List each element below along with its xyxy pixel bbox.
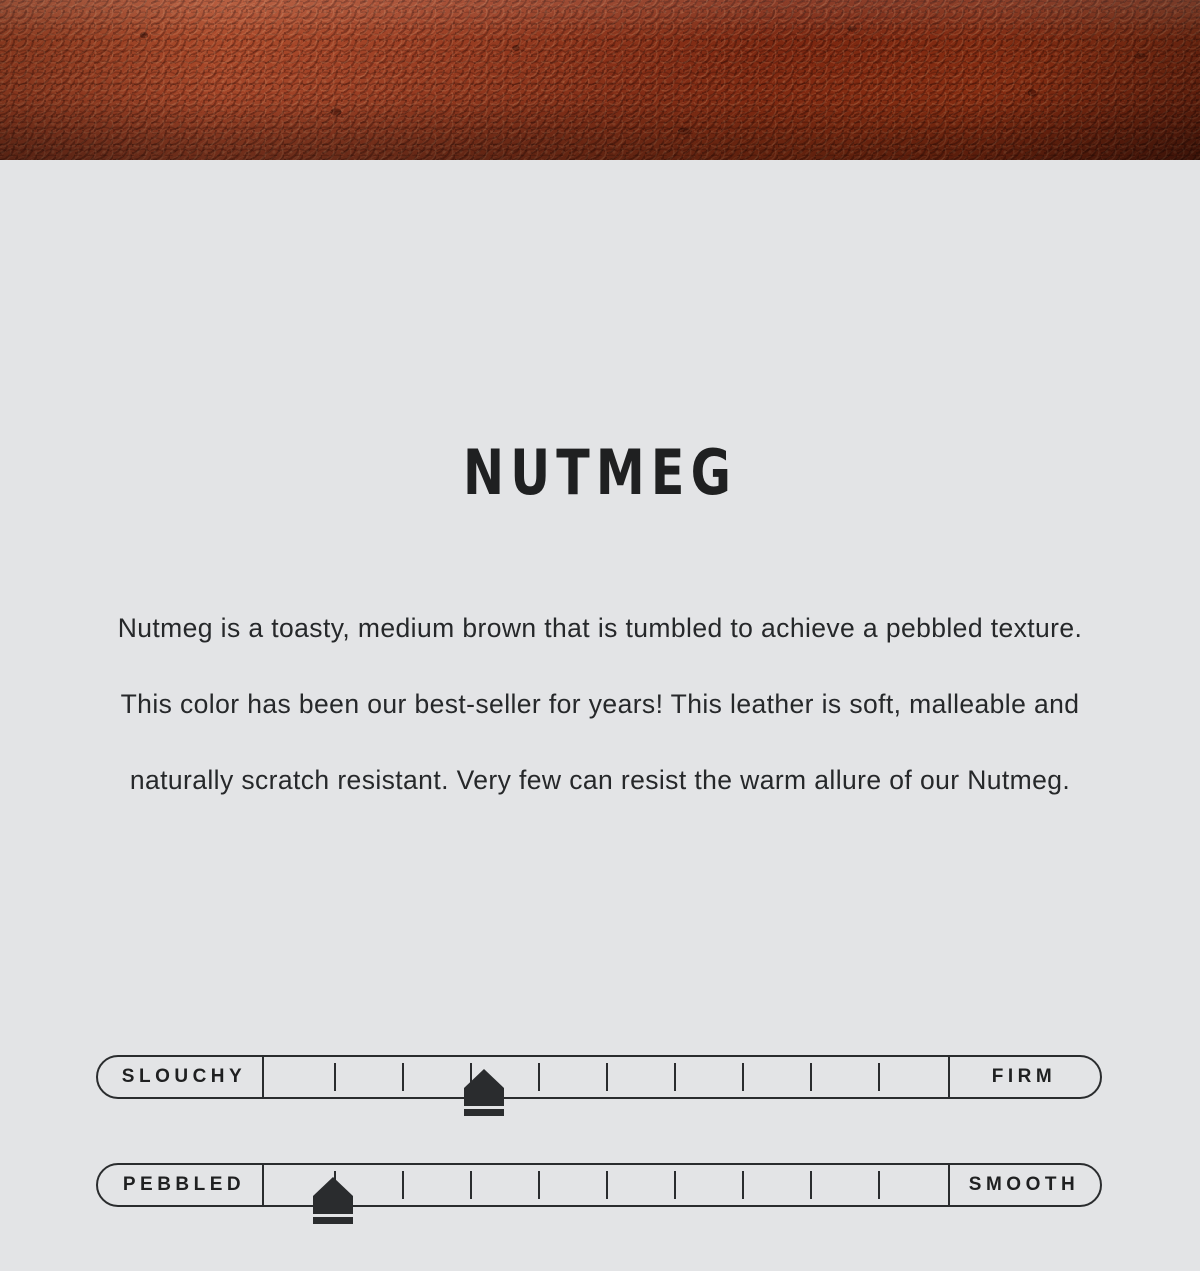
- slider-tick: [606, 1171, 608, 1199]
- slider-tick: [606, 1063, 608, 1091]
- slider-tick: [878, 1063, 880, 1091]
- slider-tick: [334, 1063, 336, 1091]
- slider-tick: [810, 1063, 812, 1091]
- slider-left-label-pebbled: PEBBLED: [96, 1163, 264, 1207]
- slider-tick: [742, 1171, 744, 1199]
- color-description: Nutmeg is a toasty, medium brown that is tumbled to achieve a pebbled texture. This color has been our best-seller for years! This leather is soft, malleable and naturally scratch resistant. Very few can resist the warm allure of our Nutmeg.: [117, 613, 1083, 795]
- slider-pebbled-smooth[interactable]: [96, 1163, 1104, 1209]
- leather-swatch-banner: [0, 0, 1200, 160]
- slider-right-label-smooth: SMOOTH: [948, 1163, 1104, 1207]
- slider-right-label-firm: FIRM: [948, 1055, 1104, 1099]
- slider-left-label-slouchy: SLOUCHY: [96, 1055, 264, 1099]
- attribute-sliders: [0, 1055, 1200, 1271]
- slider-slouchy-firm[interactable]: [96, 1055, 1104, 1101]
- slider-tick: [810, 1171, 812, 1199]
- slider-ticks: [266, 1163, 946, 1207]
- leather-vignette: [0, 0, 1200, 160]
- slider-tick: [470, 1171, 472, 1199]
- slider-tick: [674, 1063, 676, 1091]
- slider-tick: [742, 1063, 744, 1091]
- slider-ticks: [266, 1055, 946, 1099]
- handle-arrow-icon: [464, 1069, 504, 1088]
- handle-foot: [313, 1217, 353, 1224]
- page-title: NUTMEG: [462, 436, 738, 509]
- color-detail-content: [0, 160, 1200, 1200]
- slider-tick: [878, 1171, 880, 1199]
- handle-arrow-icon: [313, 1177, 353, 1196]
- handle-body: [464, 1088, 504, 1106]
- slider-tick: [538, 1171, 540, 1199]
- slider-handle-pebbled-smooth[interactable]: [313, 1177, 353, 1224]
- slider-tick: [674, 1171, 676, 1199]
- slider-tick: [402, 1063, 404, 1091]
- slider-tick: [402, 1171, 404, 1199]
- slider-handle-slouchy-firm[interactable]: [464, 1069, 504, 1116]
- handle-body: [313, 1196, 353, 1214]
- slider-tick: [538, 1063, 540, 1091]
- handle-foot: [464, 1109, 504, 1116]
